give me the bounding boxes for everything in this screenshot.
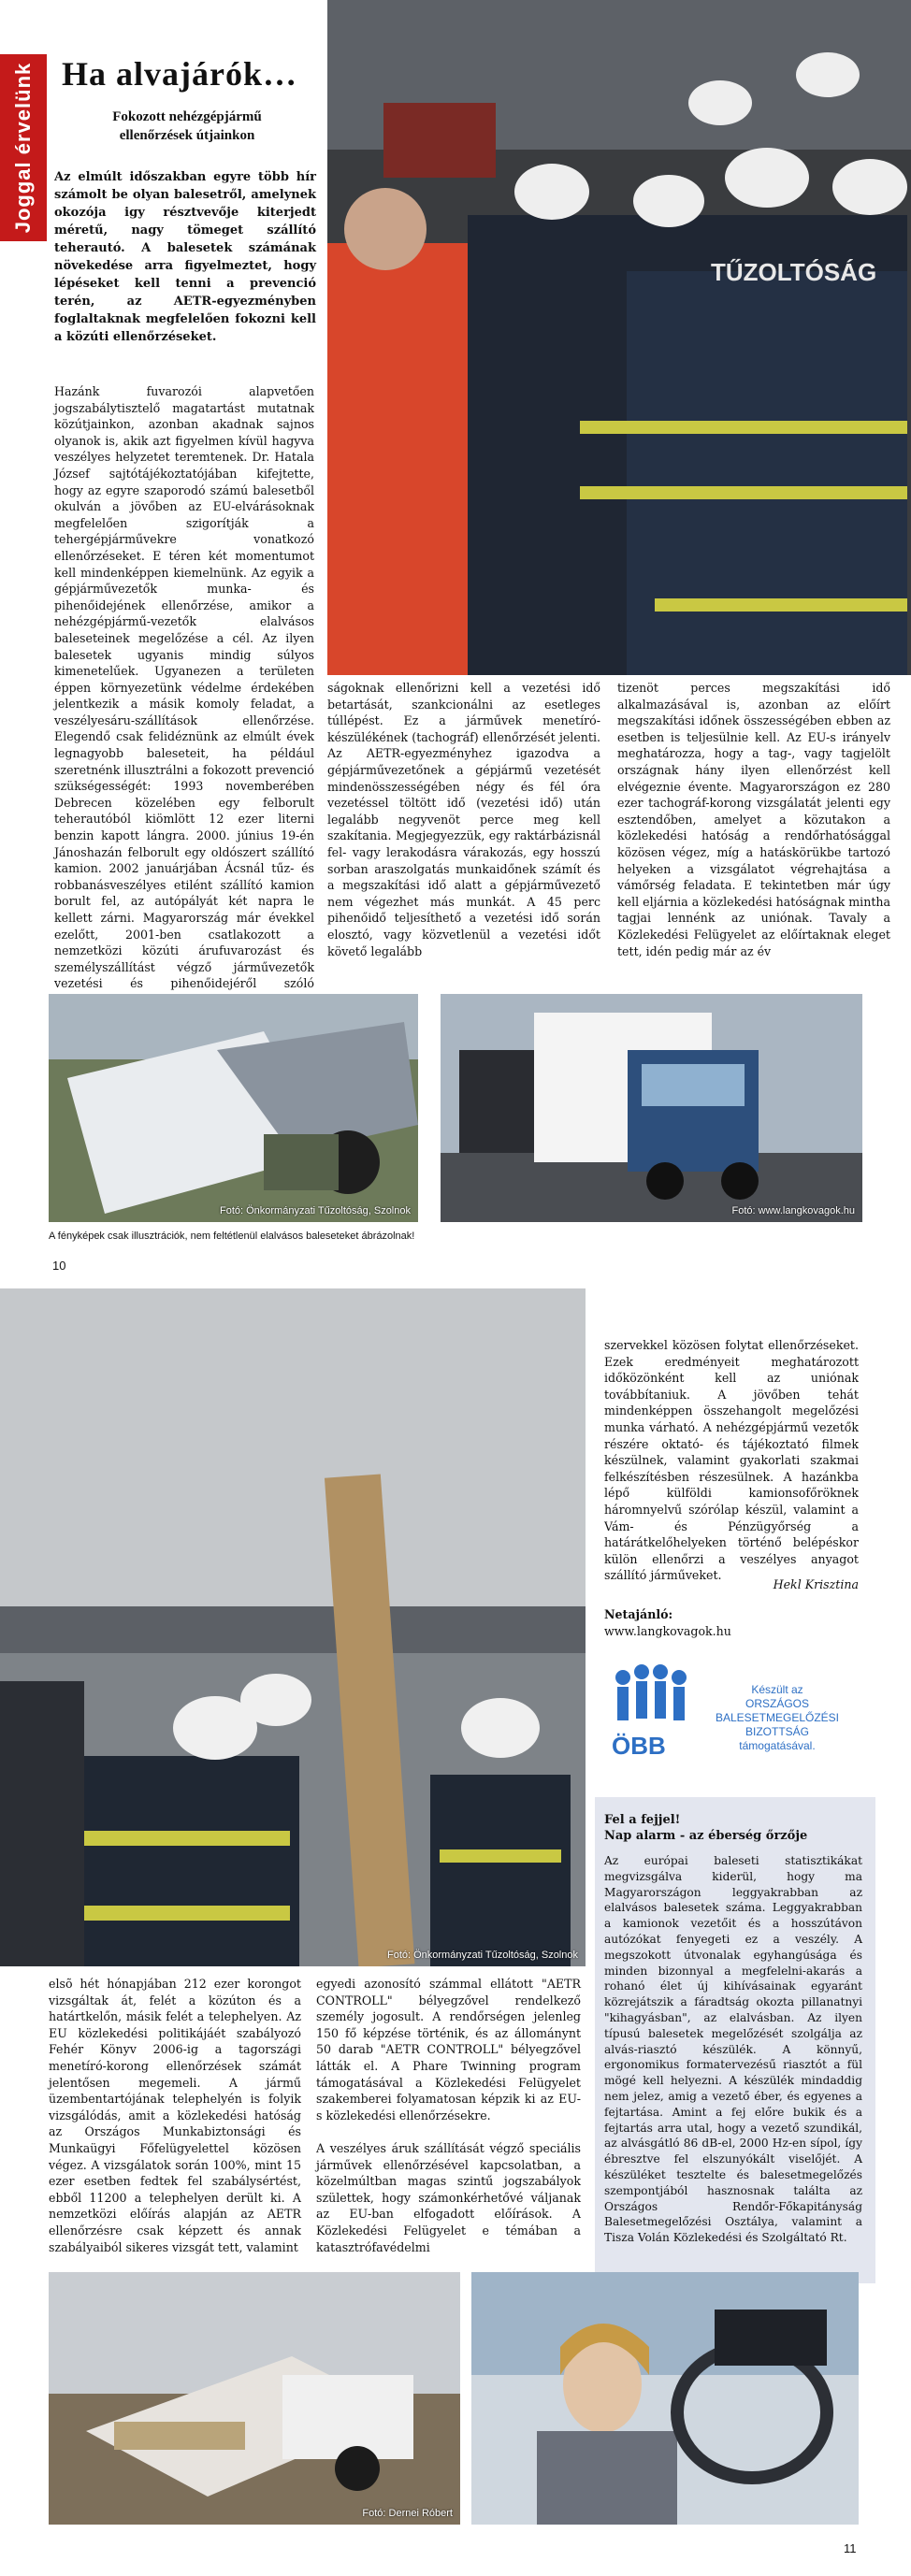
section-tab: [0, 54, 47, 241]
overturned-truck-photo: [49, 2272, 460, 2525]
web-recommendation-url[interactable]: www.langkovagok.hu: [604, 1623, 731, 1638]
sidebar-text: Az európai baleseti statisztikákat megvizsgálva kiderül, hogy ma Magyarországon leggyakrabban az elalvásos balesetek száma. Leggyakrabban a kamionok vezetőit és a hosszútávon autózókat fenyegeti ez a veszély. A megszokott útvonalak egyhangúsága és minden bizonnyal a megfelelni-akarás a rohanó élet új kihívásainak egyaránt közrejátszik a fáradtság okozta pillanatnyi "kihagyásban", az elalvásban. Az ilyen típusú balesetek megelőzését szolgálja az alvás-riasztó készülék. A könnyű, ergonomikus formatervezésű riasztót a fül mögé kell helyezni. A készülék mindaddig nem jelez, amig a vezető éber, és egyenes a fejtartása. Amint a fej előre bukik és a fejtartás arra utal, hogy a vezető szundikál, az alvásgátló 86 dB-el, 2000 Hz-en sípol, így ébresztve fel elszunyókált viselőjét. A készüléket tesztelte és balesetmegelőzés szempontjából hasznosnak találta az Országos Rendőr-Főkapitányság Balesetmegelőzési Osztálya, valamint a Tisza Volán Közlekedési és Szolgáltató Rt.: [604, 1854, 862, 2245]
page-number-right: 11: [844, 2541, 857, 2555]
obb-text-line: BIZOTTSÁG: [745, 1725, 809, 1738]
column-1-paragraph: Hazánk fuvarozói alapvetően jogszabálytisztelő magatartást mutatnak közútjainkon, azonban akadnak sajnos olyanok is, akik azt figyelmen kívül hagyva veszélyes helyzetet teremtenek. Dr. Hatala József sajtótájékoztatójában kifejtette, hogy az egyre szaporodó számú balesetből okulván a jövőben az EU-elvárásoknak megfelelően szigorítják a tehergépjárművekre vonatkozó ellenőrzéseket. E téren két momentumot kell mindenképpen kiemelnünk. Az egyik a gépjárművezetők munka- és pihenőidejének ellenőrzése, amikor a nehézgépjármű-vezetők elalvásos baleseteinek megelőzése a cél. Az ilyen balesetek ugyanis mindig súlyos kimenetelűek. Ugyanezen a területen éppen környezetünk védelme érdekében jelentkezik a másik komoly feladat, a veszélyesáru-szállítások ellenőrzése. Elegendő csak felidéznünk az elmúlt évek legnagyobb baleseteit, ha például szeretnénk illusztrálni a fokozott prevenció szükségességét: 1993 novemberében Debrecen közelében egy felborult teherautóból kiömlött 12 ezer literni benzin kapott lángra. 2000. június 19-én Jánoshazán felborult egy oldószert szállító kamion. 2002 januárjában Ácsnál tűz- és robbanásveszélyes etilént szállító kamion borult fel, az autópályát két napra le kellett zárni. Magyarország már évekkel ezelőtt, 2001-ben csatlakozott a nemzetközi közúti árufuvarozást és személyszállítást végző járművezetők vezetési és pihenőidejéről szóló: [54, 384, 314, 991]
firefighters-photo: [327, 0, 911, 675]
sidebar-heading-line: Nap alarm - az éberség őrzője: [604, 1829, 808, 1843]
web-recommendation: [604, 1606, 731, 1639]
obb-text-line: BALESETMEGELŐZÉSI: [715, 1711, 840, 1724]
firefighters-truck-photo: [0, 1288, 586, 1966]
article-title: Ha alvajárók…: [62, 55, 297, 93]
page-number-left: 10: [52, 1259, 66, 1273]
photo-credit: Fotó: Önkormányzati Tűzoltóság, Szolnok: [219, 1205, 411, 1216]
article-column-3: tizenöt perces megszakítási idő alkalmazásával is, azonban az előírt megszakítási időnek összességében ebben az esetben is teljesülnie kell. Az EU-s irányelv meghatározza, hogy a tag-, vagy tagjelölt országnak hány ilyen ellenőrzést kell elvégeznie évente. Magyarországon ez 280 ezer tachográf-korong vizsgálatát jelenti egy esztendőben, amelyet a közutakon a közlekedési hatóság a rendőrhatósággal közösen végez, míg a hatáskörükbe tartozó helyeken a vizsgálatot végrehajtása a vámőrség feladata. E tekintetben már úgy kell eljárnia a közlekedési hatóságnak mintha tagjai lennénk az uniónak. Tavaly a Közlekedési Felügyelet az előírtaknak eleget tett, idén pedig már az év: [617, 681, 890, 958]
svg-text:TŰZOLTÓSÁG: TŰZOLTÓSÁG: [711, 258, 877, 286]
section-tab-label: Joggal érvelünk: [11, 62, 35, 234]
obb-support-note: [698, 1683, 857, 1753]
obb-logo-text: ÖBB: [612, 1732, 666, 1760]
article-subtitle: [56, 108, 318, 145]
article-lead: Az elmúlt időszakban egyre több hír számolt be olyan balesetről, amelynek okozója igy résztvevője kiterjedt méretű, nagy tömeget szállító teherautó. A balesetek számának növekedése arra figyelmeztet, hogy lépéseket kell tenni a prevenció terén, az AETR-egyezményben foglaltaknak megfelelően fokozni kell a közúti ellenőrzéseket.: [54, 170, 316, 344]
photo-credit: Fotó: Dernei Róbert: [362, 2508, 453, 2519]
sidebar-heading: [604, 1812, 862, 1844]
article-column-2: ságoknak ellenőrizni kell a vezetési idő betartását, szankcionálni az esetleges túllépést. Ez a járművek menetíró-készülékének (tachográf) ellenőrzését jelenti. Az AETR-egyezményhez igazodva a gépjárművezetőnek a gépjármű vezetését mindenösszességében négy és fél óra vezetéssel töltött idő (vezetési idő) után legalább negyvenöt perce meg kell szakítania. Megjegyezzük, egy raktárbázisnál fel- vagy lerakodásra várakozás, egy hosszú sorban araszolgatás munkaidőnek számít és a megszakítási idő alatt a gépjárművezető nem végezhet más munkát. A 45 perc pihenőidő teljesíthető a vezetési idő során elosztó, vagy közvetlenül a vezetési időt követő legalább: [327, 681, 600, 958]
photo-credit: Fotó: www.langkovagok.hu: [731, 1205, 855, 1216]
article-column-1: [54, 383, 314, 1025]
web-recommendation-label: Netajánló:: [604, 1607, 673, 1621]
obb-logo: [604, 1662, 698, 1765]
photo-credit: Fotó: Önkormányzati Tűzoltóság, Szolnok: [386, 1950, 578, 1961]
author: Hekl Krisztina: [773, 1577, 859, 1591]
article-continued: szervekkel közösen folytat ellenőrzéseket. Ezek eredményeit meghatározott időközönként kell az uniónak továbbítaniuk. A jövőben tehát mindenképpen összehangolt megelőzési munka várható. A nehézgépjármű vezetők részére oktató- és tájékoztató filmek készülnek, valamint gyakorlati szakmai felkészítésben részesülnek. A hazánkba lépő külföldi kamionsofőröknek háromnyelvű szórólap készül, valamint a Vám- és Pénzügyőrség a határátkelőhelyeken történő belépéskor külön ellenőrzi a veszélyes anyagot szállító járműveket.: [604, 1338, 859, 1583]
obb-text-line: támogatásával.: [739, 1739, 816, 1752]
page-11-column-2: egyedi azonosító számmal ellátott "AETR CONTROLL" bélyegzővel rendelkező személy jogosult. A rendőrségen jelenleg 150 fő képzése történik, és az állománynt 50 darab "AETR CONTROLL" bélyegzővel látták el. A Phare Twinning program támogatásával a Közlekedési Felügyelet szakemberei folyamatosan képzik ki az EU-s közlekedési ellenőrzésekre. A veszélyes áruk szállítását végző speciális járművek ellenőrzésével kapcsolatban, a közelmúltban magas szintű jogszabályok születtek, hogy számonkérhetővé váljanak az EU-ban elfogadott előírások. A Közlekedési Felügyelet e témában a katasztrófavédelmi: [316, 1977, 581, 2254]
truck-crash-photo: [49, 994, 418, 1222]
subtitle-line-2: ellenőrzések útjainkon: [119, 128, 255, 143]
sidebar-heading-line: Fel a fejjel!: [604, 1813, 681, 1827]
photo-disclaimer: A fényképek csak illusztrációk, nem feltétlenül elalvásos baleseteket ábrázolnak!: [49, 1230, 415, 1242]
truck-road-photo: [441, 994, 862, 1222]
subtitle-line-1: Fokozott nehézgépjármű: [112, 109, 262, 124]
page-11-column-1: elsõ hét hónapjában 212 ezer korongot vizsgáltak át, felét a közúton és a határtkelőn, másik felét a telephelyen. Az EU közlekedési politikájáét szabályozó Fehér Könyv 2006-ig a tagországi menetíró-korong ellenőrzések számát jelentősen megemeli. A jármű üzembentartójának telephelyén is folyik vizsgálódás, amit a közlekedési hatóság az Országos Munkabiztonsági és Munkaügyi Főfelügyelettel közösen végez. A vizsgálatok során 100%, mint 15 ezer esetben fedtek fel szabálysértést, ebből 11200 a telephelyen derült ki. A nemzetközi előírás alapján az AETR ellenőrzésre csak képzett és annak szabályaiból sikeres vizsgát tett, valamint: [49, 1977, 301, 2254]
obb-text-line: ORSZÁGOS: [745, 1697, 809, 1710]
sidebar-box: [595, 1797, 875, 2283]
obb-text-line: Készült az: [751, 1683, 803, 1696]
driver-photo: [471, 2272, 859, 2525]
